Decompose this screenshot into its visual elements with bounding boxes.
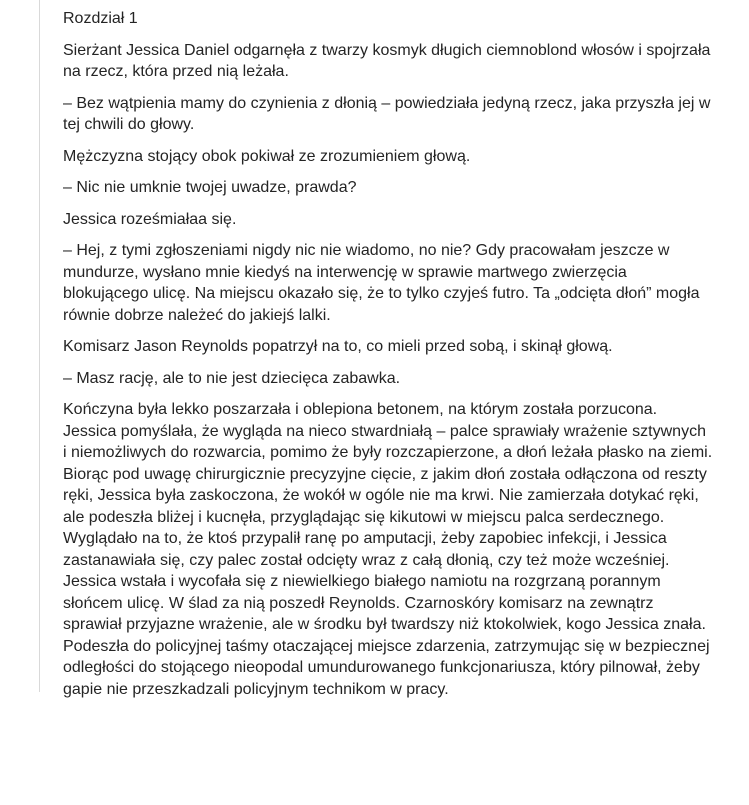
paragraph: – Masz rację, ale to nie jest dziecięca zabawka. bbox=[63, 369, 401, 387]
paragraph: – Hej, z tymi zgłoszeniami nigdy nic nie wiadomo, no nie? Gdy pracowałam jeszcze w mundurze, wysłano mnie kiedyś na interwencję w sprawie martwego zwierzęcia blokującego ulicę. Na miejscu okazało się, że to tylko czyjeś futro. Ta „odcięta dłoń” mogła równie dobrze należeć do jakiejś lalki. bbox=[63, 242, 700, 324]
paragraph: Jessica roześmiałaa się. bbox=[63, 210, 237, 228]
chapter-heading: Rozdział 1 bbox=[63, 10, 138, 27]
page-edge-line bbox=[39, 0, 40, 692]
paragraph: Mężczyzna stojący obok pokiwał ze zrozumieniem głową. bbox=[63, 147, 471, 165]
paragraph: – Nic nie umknie twojej uwadze, prawda? bbox=[63, 179, 357, 196]
document-content bbox=[63, 8, 713, 710]
paragraph: Komisarz Jason Reynolds popatrzył na to, co mieli przed sobą, i skinął głową. bbox=[63, 338, 613, 355]
paragraph: Kończyna była lekko poszarzała i oblepiona betonem, na którym została porzucona. Jessica pomyślała, że wygląda na nieco stwardniałą – palce sprawiały wrażenie sztywnych i niemożliwych do rozwarcia, pomimo że były rozczapierzone, a dłoń leżała płasko na ziemi. Biorąc pod uwagę chirurgicznie precyzyjne cięcie, z jakim dłoń została odłączona od reszty ręki, Jessica była zaskoczona, że wokół w ogóle nie ma krwi. Nie zamierzała dotykać ręki, ale podeszła bliżej i kucnęła, przyglądając się kikutowi w miejscu palca serdecznego. Wyglądało na to, że ktoś przypalił ranę po amputacji, żeby zapobiec infekcji, i Jessica zastanawiała się, czy palec został odcięty wraz z całą dłonią, czy też może wcześniej. Jessica wstała i wycofała się z niewielkiego białego namiotu na rozgrzaną porannym słońcem ulicę. W ślad za nią poszedł Reynolds. Czarnoskóry komisarz na zewnątrz sprawiał przyjazne wrażenie, ale w środku był twardszy niż ktokolwiek, kogo Jessica znała. Podeszła do policyjnej taśmy otaczającej miejsce zdarzenia, zatrzymując się w bezpiecznej odległości do stojącego nieopodal umundurowanego funkcjonariusza, który pilnował, żeby gapie nie przeszkadzali policyjnym technikom w pracy. bbox=[63, 401, 713, 698]
paragraph: – Bez wątpienia mamy do czynienia z dłonią – powiedziała jedyną rzecz, jaka przyszła jej w tej chwili do głowy. bbox=[63, 94, 711, 133]
paragraph: Sierżant Jessica Daniel odgarnęła z twarzy kosmyk długich ciemnoblond włosów i spojrzała na rzecz, która przed nią leżała. bbox=[63, 41, 711, 80]
